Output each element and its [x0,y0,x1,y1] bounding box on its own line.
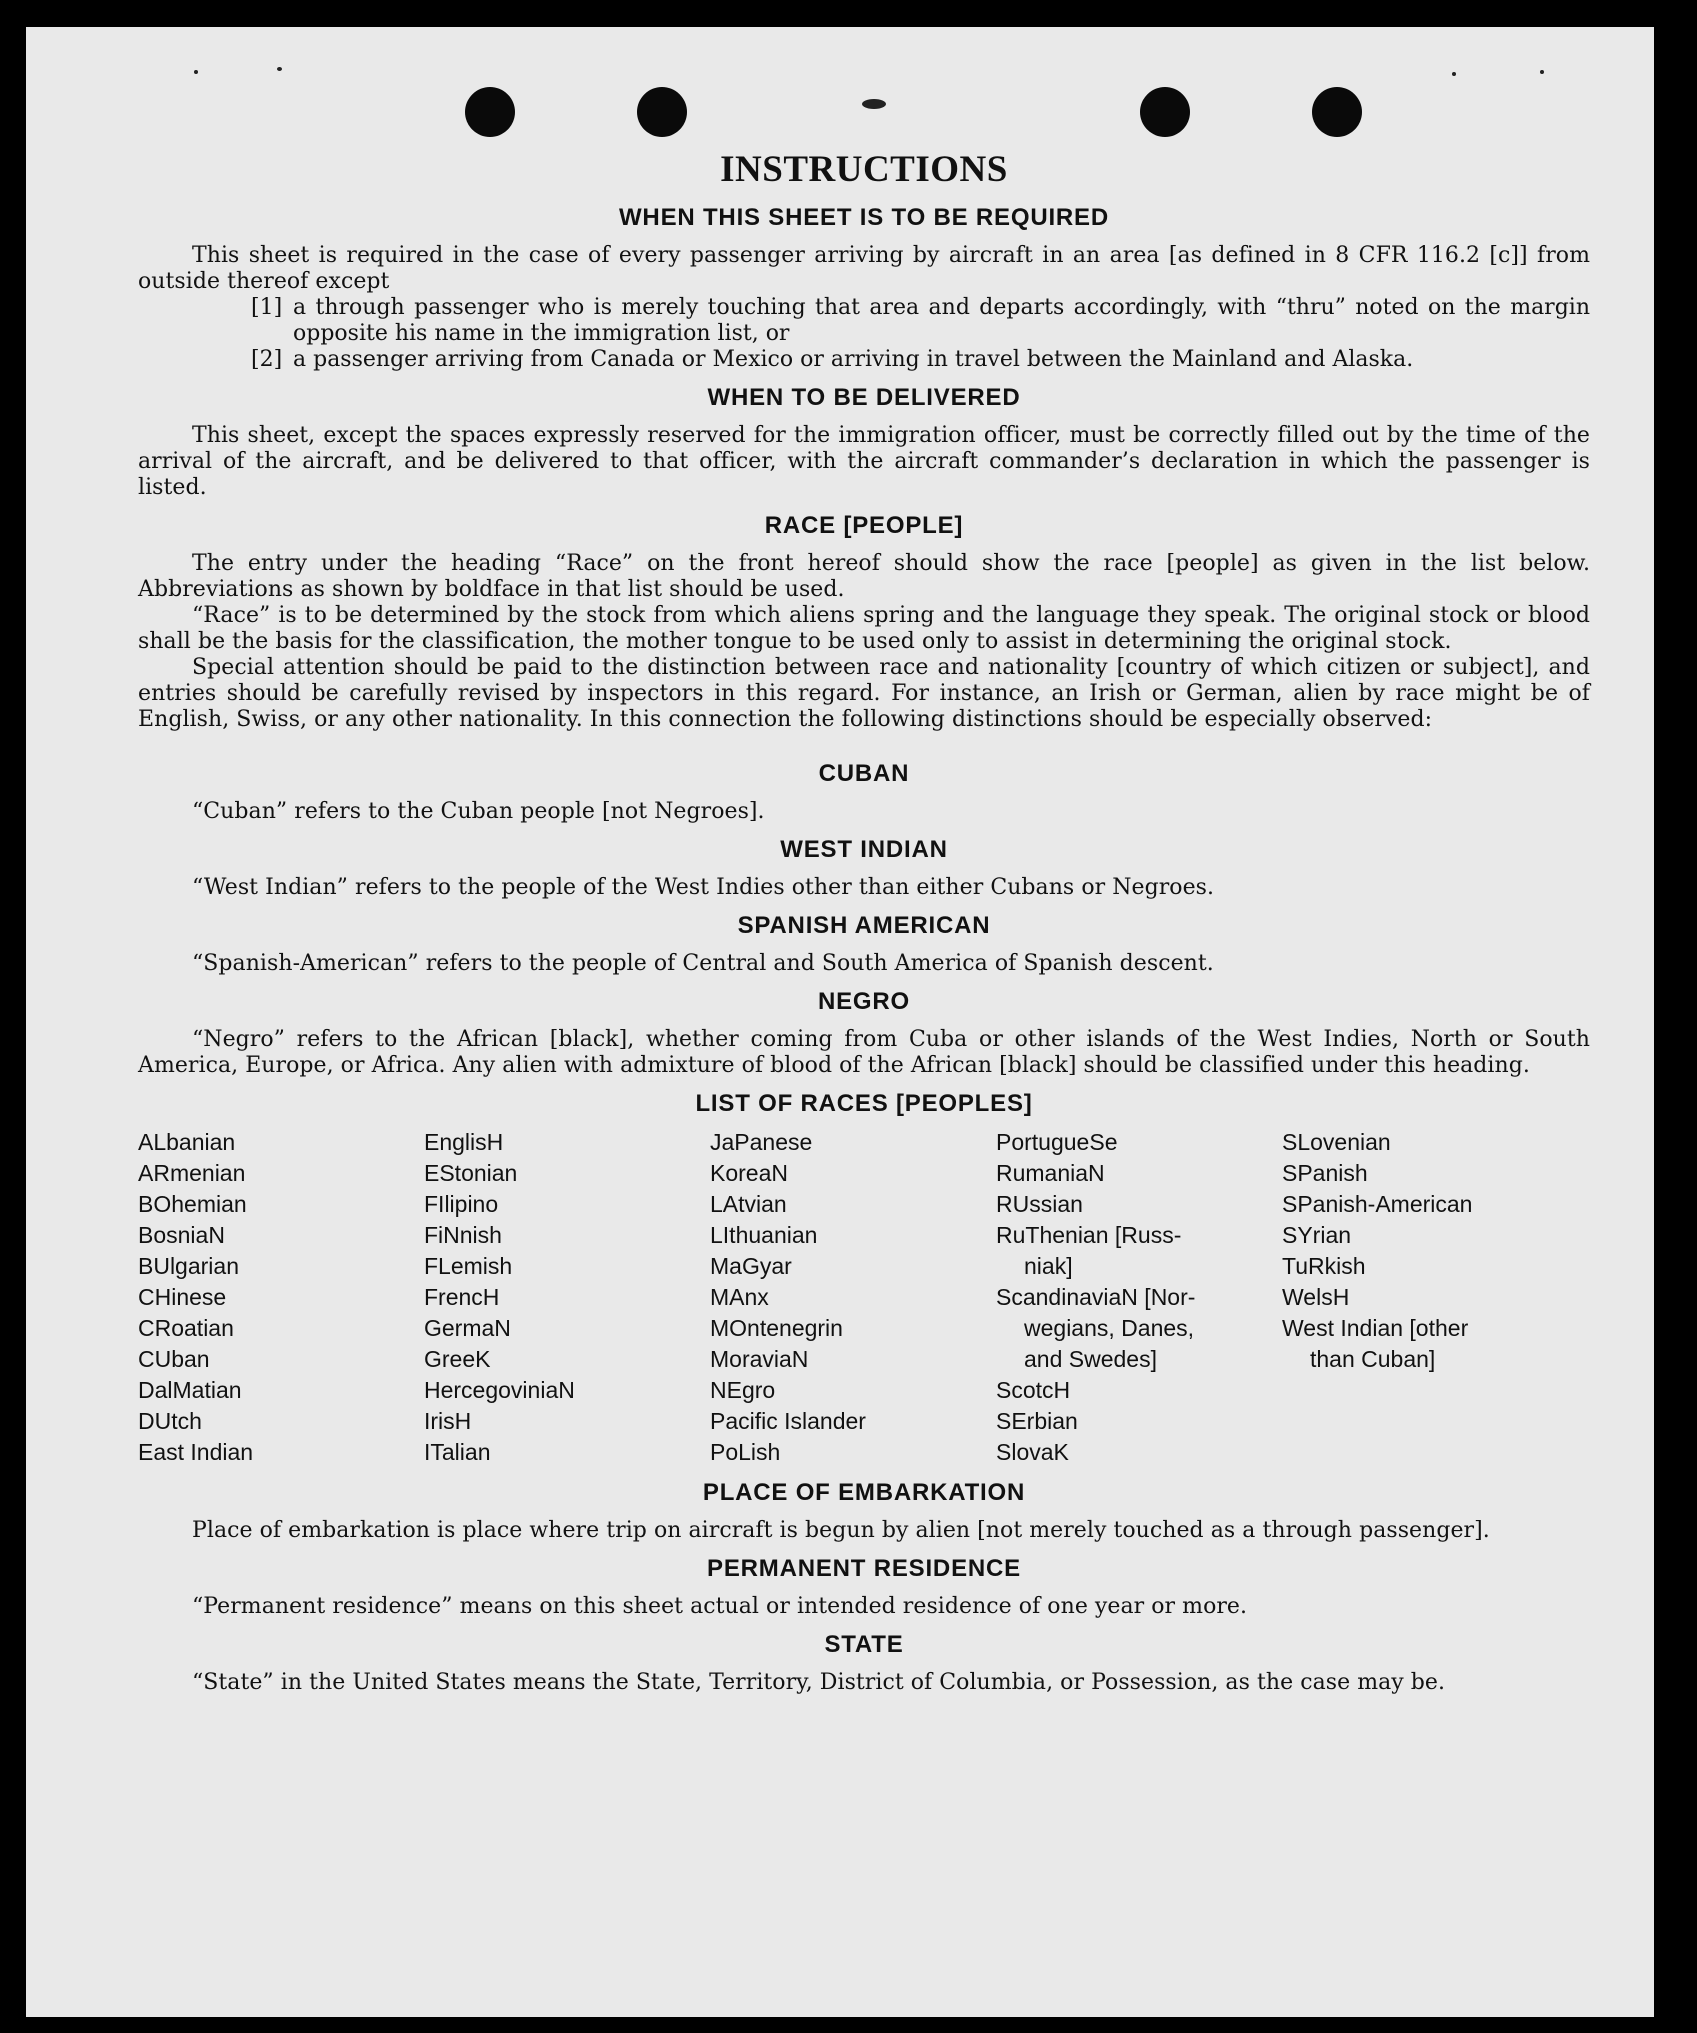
item-text: a passenger arriving from Canada or Mexico or arriving in travel between the Mainland and Alaska. [293,347,1414,372]
race-entry: West Indian [other [1282,1315,1469,1341]
race-entry: niak] [1024,1253,1073,1279]
race-entry: Pacific Islander [710,1408,866,1434]
race-entry: ScotcH [996,1377,1071,1403]
race-entry: LIthuanian [710,1222,818,1248]
required-item [138,295,1590,347]
state-text: “State” in the United States means the State, Territory, District of Columbia, or Possession, as the case may be. [192,1670,1446,1695]
race-entry: CUban [138,1346,210,1372]
speck [1540,70,1544,74]
section-heading-race: RACE [PEOPLE] [764,512,964,539]
race-entry: than Cuban] [1310,1346,1436,1372]
race-entry: SPanish-American [1282,1191,1473,1217]
race-entry: GreeK [424,1346,491,1372]
race-entry: SYrian [1282,1222,1352,1248]
race-entry: GermaN [424,1315,511,1341]
race-entry: CHinese [138,1284,227,1310]
punch-hole [465,87,515,137]
race-entry: BUlgarian [138,1253,239,1279]
race-entry: PoLish [710,1439,781,1465]
race-entry: FLemish [424,1253,513,1279]
race-entry: SlovaK [996,1439,1069,1465]
race-entry: MAnx [710,1284,769,1310]
race-entry: IrisH [424,1408,472,1434]
section-heading-delivered: WHEN TO BE DELIVERED [707,384,1021,411]
punch-hole [1312,87,1362,137]
embarkation-text: Place of embarkation is place where trip on aircraft is begun by alien [not merely touched as a through passenger]. [192,1518,1490,1543]
section-heading-negro: NEGRO [817,988,910,1015]
race-paragraph-3: Special attention should be paid to the distinction between race and nationality [country of which citizen or subject], and entries should be carefully revised by inspectors in this regard. For instance, an Irish or German, alien by race might be of English, Swiss, or any other nationality. In this connection the following distinctions should be especially observed: [138,655,1590,732]
race-entry: TuRkish [1282,1253,1366,1279]
race-entry: NEgro [710,1377,776,1403]
race-entry: FrencH [424,1284,500,1310]
document-sheet [26,27,1654,2017]
race-entry: WelsH [1282,1284,1350,1310]
race-entry: MoraviaN [710,1346,809,1372]
race-column [996,1127,1282,1468]
section-heading-residence: PERMANENT RESIDENCE [707,1555,1021,1582]
race-entry: RuThenian [Russ- [996,1222,1182,1248]
race-column [138,1127,424,1468]
race-entry: DalMatian [138,1377,242,1403]
race-entry: FiNnish [424,1222,502,1248]
cuban-text: “Cuban” refers to the Cuban people [not Negroes]. [192,799,765,824]
delivered-text: This sheet, except the spaces expressly reserved for the immigration officer, must be correctly filled out by the time of the arrival of the aircraft, and be delivered to that officer, with the aircraft commander’s declaration in which the passenger is listed. [138,423,1590,500]
race-entry: EStonian [424,1160,518,1186]
race-entry: wegians, Danes, [1024,1315,1195,1341]
residence-text: “Permanent residence” means on this sheet actual or intended residence of one year or more. [192,1594,1248,1619]
race-column [710,1127,996,1468]
race-entry: SErbian [996,1408,1078,1434]
race-entry: ITalian [424,1439,491,1465]
race-entry: East Indian [138,1439,254,1465]
race-entry: KoreaN [710,1160,788,1186]
race-entry: LAtvian [710,1191,787,1217]
required-intro: This sheet is required in the case of every passenger arriving by aircraft in an area [as defined in 8 CFR 116.2 [c]] from outside thereof except [138,243,1590,294]
race-column [424,1127,710,1468]
race-entry: BosniaN [138,1222,225,1248]
section-heading-west-indian: WEST INDIAN [780,836,948,863]
race-entry: RumaniaN [996,1160,1105,1186]
race-entry: DUtch [138,1408,202,1434]
punch-hole [1140,87,1190,137]
race-list [138,1127,1590,1468]
speck [194,70,198,74]
race-entry: SLovenian [1282,1129,1391,1155]
west-indian-text: “West Indian” refers to the people of the West Indies other than either Cubans or Negroes. [192,875,1215,900]
race-entry: MOntenegrin [710,1315,843,1341]
spanish-american-text: “Spanish-American” refers to the people of Central and South America of Spanish descent. [192,951,1214,976]
section-heading-required: WHEN THIS SHEET IS TO BE REQUIRED [618,204,1109,231]
item-number: [2] [251,347,283,372]
race-entry: FIlipino [424,1191,499,1217]
punch-hole [637,87,687,137]
required-item [138,347,1590,373]
race-entry: and Swedes] [1024,1346,1157,1372]
race-column [1282,1127,1582,1468]
race-entry: RUssian [996,1191,1083,1217]
race-entry: PortugueSe [996,1129,1118,1155]
race-entry: BOhemian [138,1191,247,1217]
speck [862,99,886,109]
race-entry: ALbanian [138,1129,236,1155]
race-entry: ARmenian [138,1160,246,1186]
race-entry: MaGyar [710,1253,792,1279]
race-entry: SPanish [1282,1160,1368,1186]
section-heading-spanish-american: SPANISH AMERICAN [737,912,991,939]
instructions-content [138,147,1590,1696]
section-heading-embarkation: PLACE OF EMBARKATION [702,1479,1026,1506]
negro-text: “Negro” refers to the African [black], whether coming from Cuba or other islands of the West Indies, North or South America, Europe, or Africa. Any alien with admixture of blood of the African [black] should be classified under this heading. [138,1027,1590,1078]
race-entry: HercegoviniaN [424,1377,575,1403]
section-heading-cuban: CUBAN [818,760,910,787]
race-paragraph-1: The entry under the heading “Race” on the front hereof should show the race [people] as given in the list below. Abbreviations as shown by boldface in that list should be used. [138,551,1590,602]
speck [1452,72,1456,76]
race-entry: JaPanese [710,1129,813,1155]
page-title: INSTRUCTIONS [720,149,1008,190]
race-entry: ScandinaviaN [Nor- [996,1284,1196,1310]
race-entry: CRoatian [138,1315,234,1341]
section-heading-state: STATE [824,1631,904,1658]
speck [277,67,282,71]
item-text: a through passenger who is merely touching that area and departs accordingly, with “thru” noted on the margin opposite his name in the immigration list, or [293,295,1590,346]
race-entry: EnglisH [424,1129,504,1155]
race-paragraph-2: “Race” is to be determined by the stock from which aliens spring and the language they speak. The original stock or blood shall be the basis for the classification, the mother tongue to be used only to assist in determining the original stock. [138,603,1590,654]
section-heading-list: LIST OF RACES [PEOPLES] [695,1090,1033,1117]
item-number: [1] [251,295,283,320]
